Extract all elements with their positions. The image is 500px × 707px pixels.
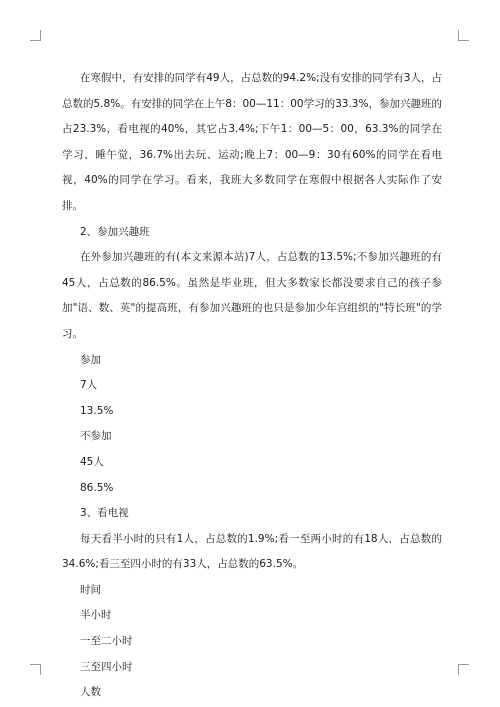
crop-mark-top-right <box>458 30 469 41</box>
table-cell: 一至二小时 <box>80 635 133 648</box>
crop-mark-bottom-left <box>30 664 41 675</box>
table-cell: 时间 <box>80 583 101 596</box>
crop-mark-top-left <box>30 30 41 41</box>
paragraph-tv: 每天看半小时的只有1人，占总数的1.9%;看一至两小时的有18人，占总数的34.6%;看三至四小时的有33人，占总数的63.5%。 <box>62 532 442 571</box>
table-cell: 不参加 <box>80 430 112 443</box>
paragraph-holiday-arrangement: 在寒假中，有安排的同学有49人，占总数的94.2%;没有安排的同学有3人，占总数的5.8%。有安排的同学在上午8：00—11：00学习的33.3%，参加兴趣班的占23.3%，看电视的40%，其它占3.4%;下午1：00—5：00，63.3%的同学在学习、睡午觉，36.7%出去玩、运动;晚上7：00—9：30有60%的同学在看电视，40%的同学在学习。看来，我班大多数同学在寒假中根据各人实际作了安排。 <box>62 72 442 212</box>
section-heading-interest-class: 2、参加兴趣班 <box>80 225 150 238</box>
table-cell: 半小时 <box>80 609 112 622</box>
table-cell: 人数 <box>80 686 101 699</box>
table-cell: 7人 <box>80 379 98 392</box>
table-cell: 86.5% <box>80 481 114 494</box>
section-heading-tv: 3、看电视 <box>80 507 129 520</box>
crop-mark-bottom-right <box>458 664 469 675</box>
document-body <box>62 66 442 706</box>
table-cell: 13.5% <box>80 404 114 417</box>
paragraph-interest-class: 在外参加兴趣班的有(本文来源本站)7人，占总数的13.5%;不参加兴趣班的有45人，占总数的86.5%。虽然是毕业班，但大多数家长都没要求自己的孩子参加"语、数、英"的提高班，有参加兴趣班的也只是参加少年宫组织的"特长班"的学习。 <box>62 251 442 340</box>
table-cell: 三至四小时 <box>80 660 133 673</box>
table-cell: 参加 <box>80 353 101 366</box>
table-cell: 45人 <box>80 455 104 468</box>
